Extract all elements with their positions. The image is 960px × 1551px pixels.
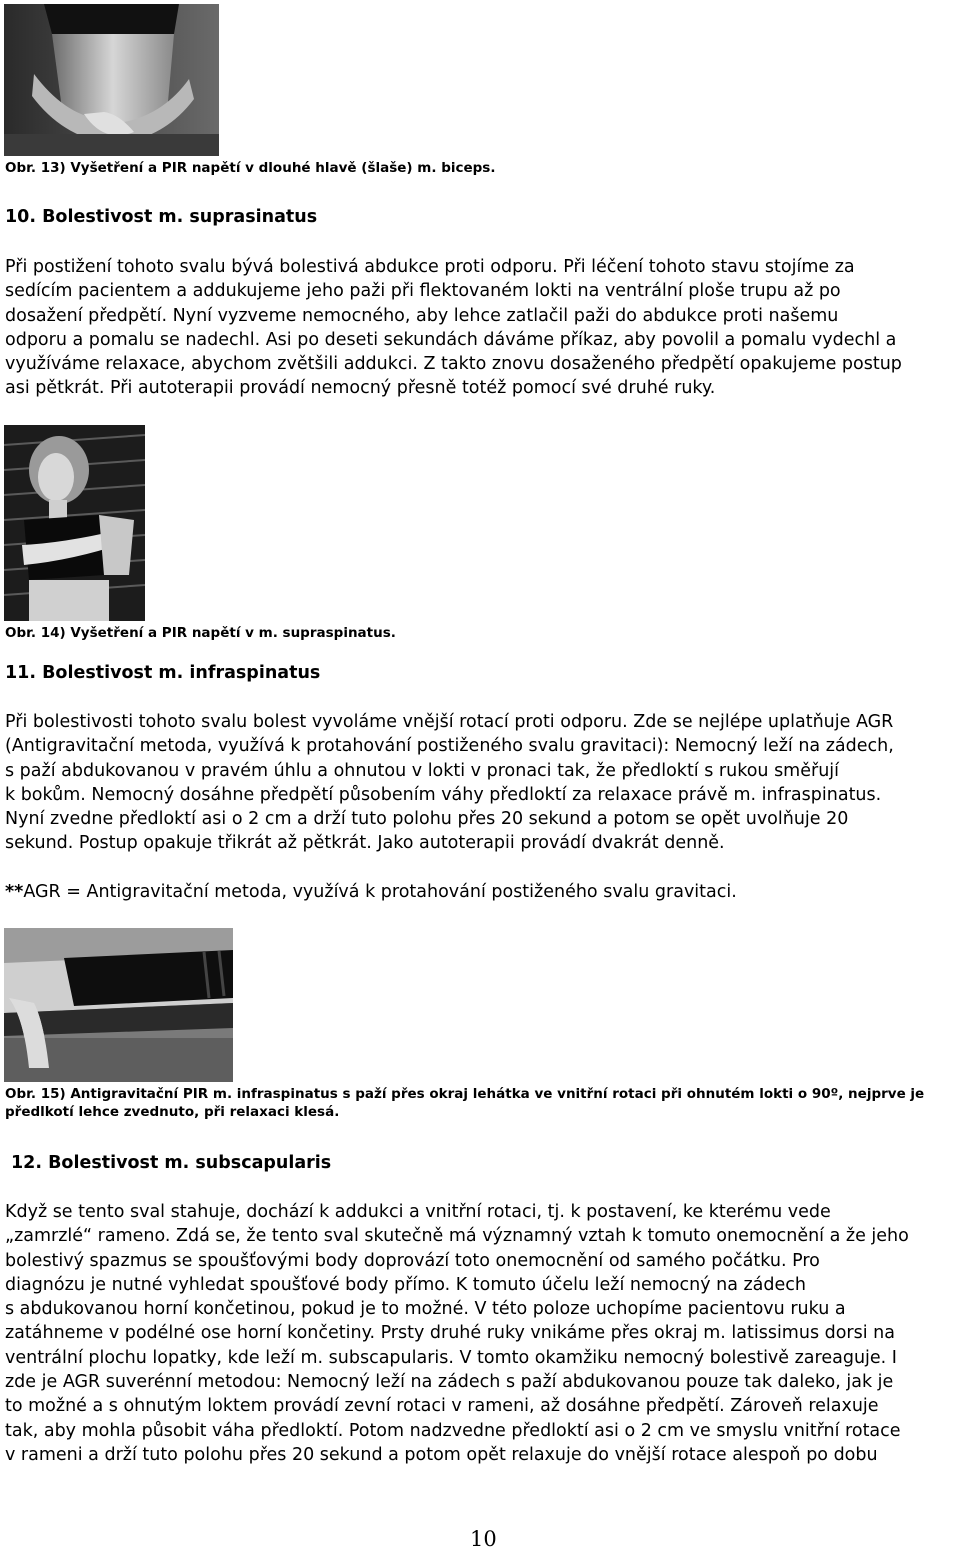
figure-15-caption-line-2: předlkotí lehce zvednuto, při relaxaci klesá. xyxy=(5,1104,340,1120)
figure-14-photo xyxy=(4,425,145,621)
section-11-note xyxy=(5,880,960,904)
section-12-heading: 12. Bolestivost m. subscapularis xyxy=(11,1153,332,1173)
section-11-text: Při bolestivosti tohoto svalu bolest vyvoláme vnější rotací proti odporu. Zde se nejlépe uplatňuje AGR (Antigravitační metoda, využívá k protahování postiženého svalu gravitaci): Nemocný leží na zádech, s paží abdukovanou v pravém úhlu a ohnutou v lokti v pronaci tak, že předloktí s rukou směřují k bokům. Nemocný dosáhne předpětí působením váhy předloktí za relaxace právě m. infraspinatus. Nyní zvedne předloktí asi o 2 cm a drží tuto polohu přes 20 sekund a potom se opět uvolňuje 20 sekund. Postup opakuje třikrát až pětkrát. Jako autoterapii provádí dvakrát denně. xyxy=(5,712,894,854)
figure-15-caption-line-1: Obr. 15) Antigravitační PIR m. infraspinatus s paží přes okraj lehátka ve vnitřní rotaci při ohnutém lokti o 90º, nejprve je xyxy=(5,1086,925,1102)
note-asterisks: ** xyxy=(5,882,24,902)
page-number: 10 xyxy=(470,1527,497,1551)
section-12-text: Když se tento sval stahuje, dochází k addukci a vnitřní rotaci, tj. k postavení, ke kterému vede „zamrzlé“ rameno. Zdá se, že tento sval skutečně má významný vztah k tomuto onemocnění a že jeho bolestivý spazmus se spoušťovými body doprovází toto onemocnění od samého počátku. Pro diagnózu je nutné vyhledat spoušťové body přímo. K tomuto účelu leží nemocný na zádech s abdukovanou horní končetinou, pokud je to možné. V této poloze uchopíme pacientovu ruku a zatáhneme v podélné ose horní končetiny. Prsty druhé ruky vnikáme přes okraj m. latissimus dorsi na ventrální plochu lopatky, kde leží m. subscapularis. V tomto okamžiku nemocný bolestivě zareaguje. I zde je AGR suverénní metodou: Nemocný leží na zádech s paží abdukovanou pouze tak daleko, jak je to možné a s ohnutým loktem provádí zevní rotaci v rameni, až dosáhne předpětí. Zároveň relaxuje tak, aby mohla působit váha předloktí. Potom nadzvedne předloktí asi o 2 cm ve smyslu vnitřní rotace v rameni a drží tuto polohu přes 20 sekund a potom opět relaxuje do vnější rotace alespoň po dobu xyxy=(5,1202,909,1465)
figure-14-caption: Obr. 14) Vyšetření a PIR napětí v m. supraspinatus. xyxy=(5,625,396,641)
section-10-heading: 10. Bolestivost m. suprasinatus xyxy=(5,207,318,227)
note-text: AGR = Antigravitační metoda, využívá k protahování postiženého svalu gravitaci. xyxy=(23,882,737,902)
figure-13-photo xyxy=(4,4,219,156)
figure-15-photo xyxy=(4,928,233,1082)
figure-13-caption: Obr. 13) Vyšetření a PIR napětí v dlouhé hlavě (šlaše) m. biceps. xyxy=(5,160,496,176)
section-11-heading: 11. Bolestivost m. infraspinatus xyxy=(5,663,321,683)
section-10-text: Při postižení tohoto svalu bývá bolestivá abdukce proti odporu. Při léčení tohoto stavu stojíme za sedícím pacientem a addukujeme jeho paži při flektovaném lokti na ventrální ploše trupu až po dosažení předpětí. Nyní vyzveme nemocného, aby lehce zatlačil paži do abdukce proti našemu odporu a pomalu se nadechl. Asi po deseti sekundách dáváme příkaz, aby povolil a pomalu vydechl a využíváme relaxace, abychom zvětšili addukci. Z takto znovu dosaženého předpětí opakujeme postup asi pětkrát. Při autoterapii provádí nemocný přesně totéž pomocí své druhé ruky. xyxy=(5,257,902,399)
